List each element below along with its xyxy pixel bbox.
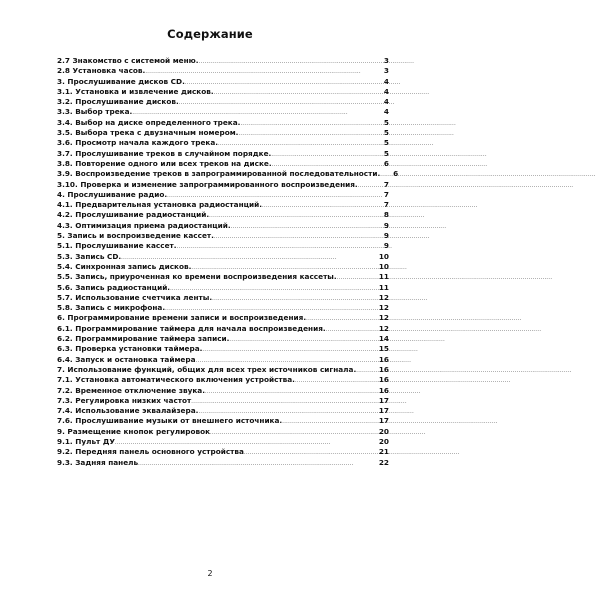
- toc-entry-title: 4. Прослушивание радио.: [57, 189, 168, 199]
- toc-entry-title: 5.6. Запись радиостанций.: [57, 282, 171, 292]
- toc-entry-page: 7: [383, 179, 389, 189]
- toc-entry-title: 6.1. Программирование таймера для начала воспроизведения.: [57, 323, 326, 333]
- dot-leader: [282, 416, 377, 426]
- toc-entry-title: 6. Программирование времени записи и воспроизведения.: [57, 313, 307, 323]
- toc-entry[interactable]: [57, 334, 389, 344]
- dot-leader: [358, 180, 377, 190]
- toc-entry[interactable]: [57, 77, 389, 87]
- toc-entry[interactable]: [57, 355, 389, 365]
- toc-entry-title: 5.4. Синхронная запись дисков.: [57, 261, 192, 271]
- dot-leader: [196, 355, 377, 365]
- toc-entry[interactable]: [57, 107, 389, 117]
- toc-entry[interactable]: [57, 221, 389, 231]
- toc-entry-title: 3.2. Прослушивание дисков.: [57, 97, 179, 107]
- toc-entry-page: 21: [378, 447, 389, 457]
- toc-entry-page: 22: [378, 457, 389, 467]
- toc-entry-page: 12: [378, 303, 389, 313]
- toc-entry-page: 11: [378, 272, 389, 282]
- toc-entry-page: 9: [383, 241, 389, 251]
- toc-entry-page: 17: [378, 395, 389, 405]
- toc-entry[interactable]: [57, 427, 389, 437]
- toc-entry-page: 3: [383, 66, 389, 76]
- toc-entry[interactable]: [57, 396, 389, 406]
- toc-entry-page: 15: [378, 344, 389, 354]
- toc-entry-page: 5: [383, 148, 389, 158]
- toc-entry-title: 6.4. Запуск и остановка таймера: [57, 354, 196, 364]
- dot-leader: [179, 97, 377, 107]
- toc-entry-title: 5. Запись и воспроизведение кассет.: [57, 231, 214, 241]
- dot-leader: [240, 118, 377, 128]
- toc-entry-title: 4.2. Прослушивание радиостанций.: [57, 210, 210, 220]
- toc-entry-page: 5: [383, 138, 389, 148]
- dot-leader: [218, 138, 377, 148]
- dot-leader: [306, 313, 377, 323]
- toc-entry[interactable]: [57, 138, 389, 148]
- toc-entry[interactable]: [57, 386, 389, 396]
- toc-entry[interactable]: [57, 344, 389, 354]
- toc-entry-title: 3.6. Просмотр начала каждого трека.: [57, 138, 219, 148]
- toc-entry[interactable]: [57, 252, 389, 262]
- toc-entry[interactable]: [57, 87, 389, 97]
- dot-leader: [214, 87, 377, 97]
- toc-entry-title: 3. Прослушивание дисков CD.: [57, 76, 185, 86]
- toc-entry[interactable]: [57, 118, 389, 128]
- toc-entry-page: 5: [383, 117, 389, 127]
- toc-entry-title: 9. Размещение кнопок регулировок: [57, 426, 211, 436]
- toc-entry-page: 12: [378, 292, 389, 302]
- toc-entry-page: 12: [378, 323, 389, 333]
- dot-leader: [185, 77, 377, 87]
- toc-entry-page: 6: [383, 158, 389, 168]
- table-of-contents: [57, 56, 399, 468]
- toc-entry-page: 16: [378, 354, 389, 364]
- toc-entry-title: 3.7. Прослушивание треков в случайном порядке.: [57, 148, 272, 158]
- toc-entry-title: 5.1. Прослушивание кассет.: [57, 241, 177, 251]
- toc-entry-page: 20: [378, 426, 389, 436]
- toc-entry[interactable]: [57, 169, 399, 179]
- toc-entry[interactable]: [57, 97, 389, 107]
- toc-entry-title: 7.6. Прослушивание музыки от внешнего источника.: [57, 416, 283, 426]
- toc-entry-title: 6.2. Программирование таймера записи.: [57, 334, 230, 344]
- toc-entry[interactable]: [57, 313, 389, 323]
- toc-entry-page: 12: [378, 313, 389, 323]
- dot-leader: [295, 375, 377, 385]
- toc-entry-title: 3.5. Выбора трека с двузначным номером.: [57, 128, 239, 138]
- toc-entry-page: 4: [383, 97, 389, 107]
- toc-entry[interactable]: [57, 437, 389, 447]
- toc-entry[interactable]: [57, 262, 389, 272]
- toc-entry-page: 10: [378, 261, 389, 271]
- dot-leader: [167, 190, 377, 200]
- toc-entry-page: 9: [383, 231, 389, 241]
- toc-entry-title: 6.3. Проверка установки таймера.: [57, 344, 203, 354]
- toc-entry[interactable]: [57, 293, 389, 303]
- toc-entry[interactable]: [57, 272, 389, 282]
- dot-leader: [205, 386, 377, 396]
- toc-entry-page: 6: [393, 169, 399, 179]
- toc-entry-page: 7: [383, 189, 389, 199]
- dot-leader: [210, 427, 377, 437]
- dot-leader: [170, 283, 377, 293]
- dot-leader: [326, 324, 377, 334]
- dot-leader: [145, 66, 377, 76]
- toc-entry[interactable]: [57, 180, 389, 190]
- toc-entry-page: 8: [383, 210, 389, 220]
- dot-leader: [244, 447, 377, 457]
- dot-leader: [198, 406, 376, 416]
- toc-entry-page: 20: [378, 436, 389, 446]
- toc-entry-title: 3.9. Воспроизведение треков в запрограммированной последовательности.: [57, 169, 381, 179]
- toc-entry[interactable]: [57, 66, 389, 76]
- toc-entry-title: 9.1. Пульт ДУ: [57, 436, 115, 446]
- dot-leader: [262, 200, 377, 210]
- toc-entry[interactable]: [57, 200, 389, 210]
- toc-entry-page: 3: [383, 56, 389, 65]
- toc-entry[interactable]: [57, 190, 389, 200]
- toc-entry-title: 3.4. Выбор на диске определенного трека.: [57, 117, 241, 127]
- toc-entry-page: 16: [378, 375, 389, 385]
- toc-entry-page: 9: [383, 220, 389, 230]
- dot-leader: [212, 293, 377, 303]
- toc-entry[interactable]: [57, 416, 389, 426]
- dot-leader: [199, 56, 377, 66]
- toc-entry-title: 7. Использование функций, общих для всех трех источников сигнала.: [57, 364, 357, 374]
- toc-entry[interactable]: [57, 210, 389, 220]
- dot-leader: [165, 303, 377, 313]
- dot-leader: [209, 210, 377, 220]
- toc-entry-title: 5.3. Запись CD.: [57, 251, 122, 261]
- toc-entry-title: 5.7. Использование счетчика ленты.: [57, 292, 213, 302]
- toc-entry[interactable]: [57, 231, 389, 241]
- toc-entry-title: 2.8 Установка часов.: [57, 66, 146, 76]
- page-number: 2: [207, 569, 213, 578]
- toc-entry[interactable]: [57, 365, 389, 375]
- toc-entry[interactable]: [57, 283, 389, 293]
- toc-entry-page: 16: [378, 385, 389, 395]
- toc-entry[interactable]: [57, 149, 389, 159]
- toc-entry-title: 3.8. Повторение одного или всех треков на диске.: [57, 158, 272, 168]
- page-title: Содержание: [167, 27, 253, 41]
- toc-entry-page: 11: [378, 282, 389, 292]
- toc-entry-title: 4.1. Предварительная установка радиостанций.: [57, 200, 263, 210]
- toc-entry-title: 2.7 Знакомство с системой меню.: [57, 56, 199, 65]
- toc-entry[interactable]: [57, 324, 389, 334]
- toc-entry-page: 14: [378, 334, 389, 344]
- dot-leader: [138, 458, 377, 468]
- dot-leader: [121, 252, 377, 262]
- dot-leader: [191, 396, 377, 406]
- toc-entry-title: 7.1. Установка автоматического включения устройства.: [57, 375, 295, 385]
- toc-entry-page: 4: [383, 76, 389, 86]
- dot-leader: [229, 334, 376, 344]
- dot-leader: [177, 241, 377, 251]
- toc-entry-page: 5: [383, 128, 389, 138]
- dot-leader: [271, 149, 377, 159]
- toc-entry-page: 7: [383, 200, 389, 210]
- toc-entry-title: 3.3. Выбор трека.: [57, 107, 133, 117]
- toc-entry[interactable]: [57, 159, 389, 169]
- toc-entry[interactable]: [57, 241, 389, 251]
- toc-entry[interactable]: [57, 406, 389, 416]
- dot-leader: [214, 231, 377, 241]
- dot-leader: [191, 262, 376, 272]
- toc-entry-title: 9.3. Задняя панель: [57, 457, 139, 467]
- dot-leader: [238, 128, 377, 138]
- toc-entry-title: 7.4. Использование эквалайзера.: [57, 406, 199, 416]
- toc-entry-title: 7.2. Временное отключение звука.: [57, 385, 205, 395]
- toc-entry-title: 9.2. Передняя панель основного устройства: [57, 447, 244, 457]
- toc-entry[interactable]: [57, 303, 389, 313]
- toc-entry-title: 5.8. Запись с микрофона.: [57, 303, 166, 313]
- toc-entry-title: 3.1. Установка и извлечение дисков.: [57, 86, 214, 96]
- dot-leader: [231, 221, 377, 231]
- dot-leader: [202, 344, 376, 354]
- toc-entry-title: 7.3. Регулировка низких частот: [57, 395, 192, 405]
- toc-entry[interactable]: [57, 458, 389, 468]
- dot-leader: [356, 365, 377, 375]
- toc-entry-page: 10: [378, 251, 389, 261]
- toc-entry-title: 4.3. Оптимизация приема радиостанций.: [57, 220, 231, 230]
- toc-entry-title: 3.10. Проверка и изменение запрограммированного воспроизведения.: [57, 179, 358, 189]
- dot-leader: [115, 437, 377, 447]
- dot-leader: [272, 159, 377, 169]
- toc-entry-page: 4: [383, 107, 389, 117]
- toc-entry-page: 17: [378, 406, 389, 416]
- toc-entry-page: 16: [378, 364, 389, 374]
- dot-leader: [337, 272, 377, 282]
- toc-entry[interactable]: [57, 447, 389, 457]
- toc-entry[interactable]: [57, 375, 389, 385]
- toc-entry-title: 5.5. Запись, приуроченная ко времени воспроизведения кассеты.: [57, 272, 337, 282]
- toc-entry[interactable]: [57, 128, 389, 138]
- toc-entry-page: 17: [378, 416, 389, 426]
- toc-entry[interactable]: [57, 56, 389, 66]
- dot-leader: [132, 107, 377, 117]
- toc-entry-page: 4: [383, 86, 389, 96]
